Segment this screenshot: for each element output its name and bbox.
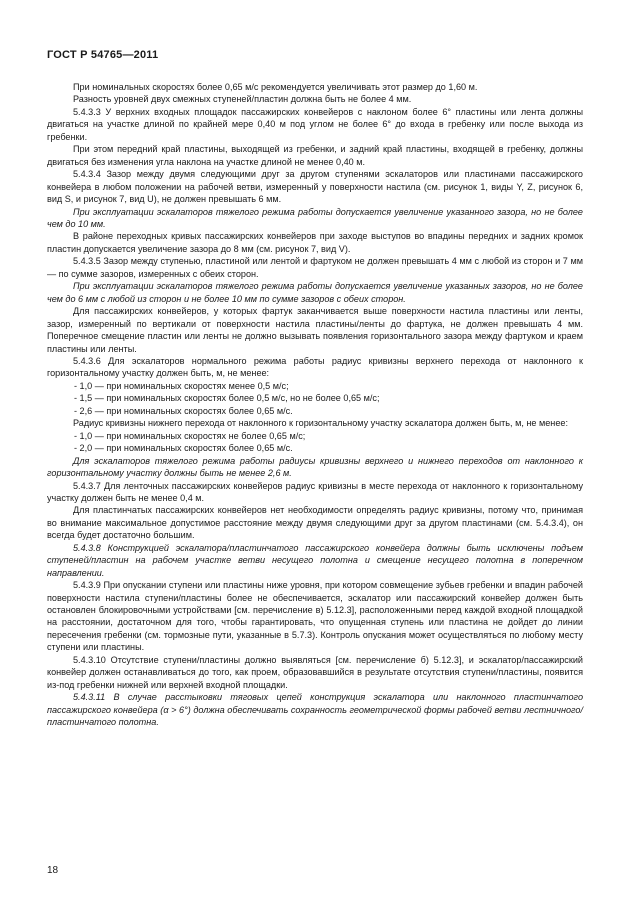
document-body — [47, 81, 583, 729]
paragraph: При этом передний край пластины, выходящей из гребенки, и задний край пластины, входящей в гребенку, должны двигаться без изменения угла наклона на участке длиной не менее 0,40 м. — [47, 144, 583, 167]
paragraph: 5.4.3.10 Отсутствие ступени/пластины должно выявляться [см. перечисление б) 5.12.3], и эскалатор/пассажирский конвейер должен останавливаться до того, как проем, образовавшийся в результате отсутствия ступени/пластины, появится из-под гребенки нижней или верхней входной площадки. — [47, 654, 583, 690]
list-item: - 1,5 — при номинальных скоростях более 0,5 м/с, но не более 0,65 м/с; — [74, 393, 380, 404]
list-item: - 1,0 — при номинальных скоростях менее 0,5 м/с; — [74, 380, 289, 391]
list-item: - 2,0 — при номинальных скоростях более 0,65 м/с. — [74, 443, 293, 454]
italic-paragraph: Для эскалаторов тяжелого режима работы радиусы кривизны верхнего и нижнего переходов от наклонного к горизонтальному участку должны быть не менее 2,6 м. — [47, 455, 583, 479]
paragraph: Разность уровней двух смежных ступеней/пластин должна быть не более 4 мм. — [73, 94, 412, 105]
paragraph: 5.4.3.5 Зазор между ступенью, пластиной или лентой и фартуком не должен превышать 4 мм с любой из сторон и 7 мм — по сумме зазоров, измеренных с обеих сторон. — [47, 256, 583, 279]
italic-paragraph: При эксплуатации эскалаторов тяжелого режима работы допускается увеличение указанных зазоров, но не более чем до 6 мм с любой из сторон и не более 10 мм по сумме зазоров с обеих сторон. — [47, 281, 583, 304]
page-number: 18 — [47, 865, 59, 876]
list-item: - 1,0 — при номинальных скоростях не более 0,65 м/с; — [74, 430, 306, 441]
paragraph: При номинальных скоростях более 0,65 м/с рекомендуется увеличивать этот размер до 1,60 м. — [73, 82, 478, 92]
italic-paragraph: 5.4.3.11 В случае расстыковки тяговых цепей конструкция эскалатора или наклонного пластинчатого пассажирского конвейера (α > 6°) должна обеспечивать сохранность геометрической формы рабочей ветви лестничного/пластинчатого полотна. — [47, 692, 583, 728]
italic-paragraph: 5.4.3.8 Конструкцией эскалатора/пластинчатого пассажирского конвейера должны быть исключены подъем ступеней/пластин на рабочем участке ветви несущего полотна и смещение несущего полотна в поперечном направлении. — [47, 542, 583, 578]
paragraph: Радиус кривизны нижнего перехода от наклонного к горизонтальному участку эскалатора должен быть, м, не менее: — [73, 418, 568, 429]
list-item: - 2,6 — при номинальных скоростях более 0,65 м/с. — [74, 405, 293, 416]
paragraph: 5.4.3.9 При опускании ступени или пластины ниже уровня, при котором совмещение зубьев гребенки и впадин рабочей поверхности настила ступени/пластины более не обеспечивается, эскалатор или пассажирский конвейер должен быть остановлен блокировочными устройствами [см. перечисление в) 5.12.3], расположенными перед каждой входной площадкой на расстоянии, достаточном для того, чтобы гарантировать, что опущенная ступень или пластина не дойдет до линии пересечения гребенки (см. тормозные пути, указанные в 5.7.3). Контроль опускания может осуществляться по любому месту ступени или пластины. — [47, 580, 583, 653]
italic-paragraph: При эксплуатации эскалаторов тяжелого режима работы допускается увеличение указанного зазора, но не более чем до 10 мм. — [47, 206, 583, 229]
paragraph: 5.4.3.4 Зазор между двумя следующими друг за другом ступенями эскалаторов или пластинами пассажирского конвейера в любом положении на рабочей ветви, измеренный у поверхности настила (см. рисунок 1, виды Y, Z, рисунок 6, вид S, и рисунок 7, вид U), не должен превышать 6 мм. — [47, 169, 583, 205]
document-code-header: ГОСТ Р 54765—2011 — [47, 49, 159, 61]
paragraph: 5.4.3.3 У верхних входных площадок пассажирских конвейеров с наклоном более 6° пластины или лента должны двигаться на участке длиной по крайней мере 0,40 м под углом не более 6° до входа в гребенку или после выхода из гребенки. — [47, 106, 583, 142]
paragraph: 5.4.3.6 Для эскалаторов нормального режима работы радиус кривизны верхнего перехода от наклонного к горизонтальному участку должен быть, м, не менее: — [47, 355, 583, 379]
paragraph: В районе переходных кривых пассажирских конвейеров при заходе выступов во впадины передних и задних кромок пластин допускается увеличение зазора до 8 мм (см. рисунок 7, вид V). — [47, 231, 583, 254]
paragraph: Для пассажирских конвейеров, у которых фартук заканчивается выше поверхности настила пластины или ленты, зазор, измеренный по вертикали от поверхности настила пластины/ленты до фартука, не должен превышать 4 мм. Поперечное смещение пластин или ленты не должно вызывать появления горизонтального зазора между фартуком и краем пластины или ленты. — [47, 306, 583, 354]
paragraph: 5.4.3.7 Для ленточных пассажирских конвейеров радиус кривизны в месте перехода от наклонного к горизонтальному участку должен быть не менее 0,4 м. — [47, 480, 583, 503]
paragraph: Для пластинчатых пассажирских конвейеров нет необходимости определять радиус кривизны, потому что, принимая во внимание максимальное допустимое расстояние между двумя следующими друг за другом пластинами (см. 5.4.3.4), он всегда будет достаточно большим. — [47, 505, 583, 541]
